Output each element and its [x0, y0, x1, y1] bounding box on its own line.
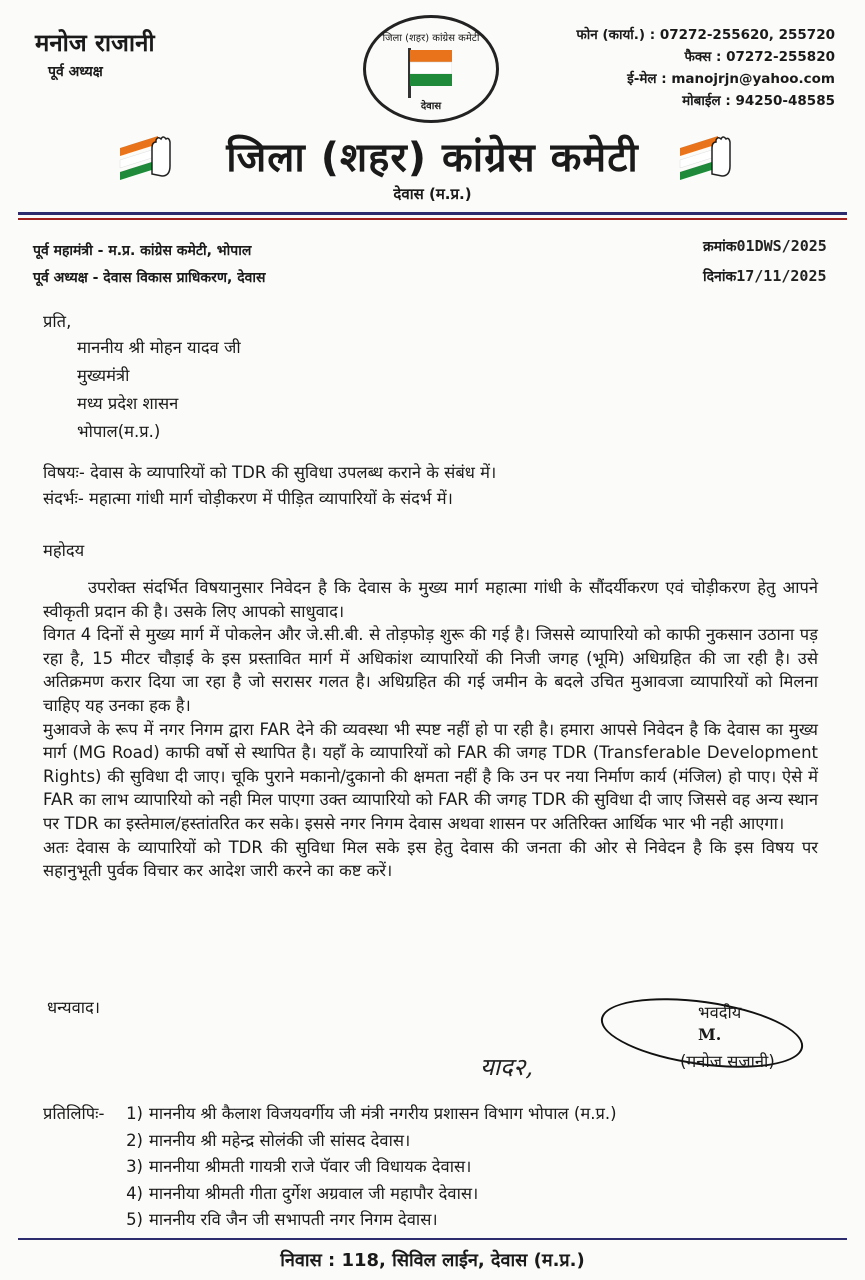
subject-line: विषयः- देवास के व्यापारियों को TDR की सुविधा उपलब्ध कराने के संबंध में।: [43, 463, 497, 482]
party-seal: [363, 15, 499, 123]
former-posts: [33, 238, 266, 292]
reference-block: [703, 232, 827, 292]
subject-block: [43, 460, 496, 512]
ref-label: क्रमांक: [703, 239, 737, 255]
list-item: प्रतिलिपिः- 1) माननीय श्री कैलाश विजयवर्गीय जी मंत्री नगरीय प्रशासन विभाग भोपाल (म.प्र.): [43, 1101, 617, 1128]
signature-block: [600, 993, 850, 1093]
footer-divider: [18, 1238, 847, 1240]
letter-body: [43, 576, 818, 883]
header-divider-red: [18, 218, 847, 220]
date-value: 17/11/2025: [736, 267, 827, 285]
letterhead-title: जिला (शहर) कांग्रेस कमेटी: [226, 135, 639, 181]
copies-label: प्रतिलिपिः-: [43, 1104, 105, 1123]
seal-top-text: जिला (शहर) कांग्रेस कमेटी: [382, 33, 480, 44]
contact-mobile: मोबाईल : 94250-48585: [682, 93, 835, 109]
address-line: भोपाल(म.प्र.): [77, 422, 161, 441]
footer-address: निवास : 118, सिविल लाईन, देवास (म.प्र.): [280, 1250, 585, 1271]
address-line: मुख्यमंत्री: [77, 366, 130, 385]
list-item: 2) माननीय श्री महेन्द्र सोलंकी जी सांसद देवास।: [126, 1130, 411, 1150]
handwritten-note: याद२,: [480, 1053, 533, 1081]
body-paragraph: मुआवजे के रूप में नगर निगम द्वारा FAR देने की व्यवस्था भी स्पष्ट नहीं हो पा रही है। हमारा आपसे निवेदन है कि देवास का मुख्य मार्ग (MG Road) काफी वर्षो से स्थापित है। यहाँ के व्यापारियों को FAR की जगह TDR (Transferable Development Rights) की सुविधा दी जाए। चूकि पुराने मकानो/दुकानो की क्षमता नहीं है कि उन पर नया निर्माण कार्य (मंजिल) हो पाए। ऐसे में FAR का लाभ व्यापारियो को नही मिल पाएगा उक्त व्यापारियो को FAR की जगह TDR की सुविधा दी जाए जिससे वह अन्य स्थान पर TDR का इस्तेमाल/हस्तांतरित कर सके। इससे नगर निगम देवास अथवा शासन पर अतिरिक्त आर्थिक भार भी नही आएगा।: [43, 719, 818, 833]
ref-number: 01DWS/2025: [736, 237, 827, 255]
signatory-name: (मनोज सजानी): [680, 1052, 775, 1071]
seal-bottom-text: देवास: [420, 101, 442, 112]
closing-text: भवदीय: [698, 1003, 742, 1022]
thanks-text: धन्यवाद।: [47, 998, 101, 1017]
contact-fax: फैक्स : 07272-255820: [684, 49, 835, 65]
sender-name: मनोज राजानी: [35, 29, 155, 57]
body-paragraph: अतः देवास के व्यापारियों को TDR की सुविधा मिल सके इस हेतु देवास की जनता की ओर से निवेदन है कि इस विषय पर सहानुभूती पुर्वक विचार कर आदेश जारी करने का कष्ट करें।: [43, 837, 818, 881]
contact-phone: फोन (कार्या.) : 07272-255620, 255720: [576, 27, 835, 43]
contact-email: ई-मेल : manojrjn@yahoo.com: [627, 71, 835, 87]
copies-list: [43, 1101, 617, 1234]
salutation: महोदय: [43, 541, 85, 560]
former-post-1: पूर्व महामंत्री - म.प्र. कांग्रेस कमेटी, भोपाल: [33, 243, 252, 259]
reference-line: संदर्भः- महात्मा गांधी मार्ग चोड़ीकरण में पीड़ित व्यापारियों के संदर्भ में।: [43, 489, 453, 508]
address-line: माननीय श्री मोहन यादव जी: [77, 338, 241, 357]
former-post-2: पूर्व अध्यक्ष - देवास विकास प्राधिकरण, देवास: [33, 270, 266, 286]
body-paragraph: विगत 4 दिनों से मुख्य मार्ग में पोकलेन और जे.सी.बी. से तोड़फोड़ शुरू की गई है। जिससे व्यापारियो को काफी नुकसान उठाना पड़ रहा है, 15 मीटर चौड़ाई के इस प्रस्तावित मार्ग में अधिकांश व्यापारियों की निजी जगह (भूमि) अधिग्रहित की जा रही है। उसे अतिक्रमण करार दिया जा रहा है जो सरासर गलत है। अधिग्रहित की गई जमीन के बदले उचित मुआवजा व्यापारियों को मिलना चाहिए यह उनका हक है।: [43, 625, 818, 715]
address-line: मध्य प्रदेश शासन: [77, 394, 179, 413]
signature-mark: M.: [698, 1025, 722, 1044]
letterhead-subtitle: देवास (म.प्र.): [393, 185, 472, 203]
date-label: दिनांक: [703, 269, 737, 285]
contact-block: [576, 24, 835, 112]
body-paragraph: उपरोक्त संदर्भित विषयानुसार निवेदन है कि देवास के मुख्य मार्ग महात्मा गांधी के सौंदर्यीकरण एवं चोड़ीकरण हेतु आपने स्वीकृती प्रदान की है। उसके लिए आपको साधुवाद।: [43, 578, 818, 621]
list-item: 3) माननीया श्रीमती गायत्री राजे पॅवार जी विधायक देवास।: [126, 1157, 472, 1176]
list-item: 5) माननीय रवि जैन जी सभापती नगर निगम देवास।: [126, 1210, 438, 1229]
sender-post: पूर्व अध्यक्ष: [48, 64, 103, 80]
header-divider: [18, 212, 847, 215]
to-label: प्रति,: [43, 312, 72, 331]
list-item: 4) माननीया श्रीमती गीता दुर्गेश अग्रवाल जी महापौर देवास।: [126, 1183, 479, 1203]
flag-icon: [410, 50, 452, 86]
